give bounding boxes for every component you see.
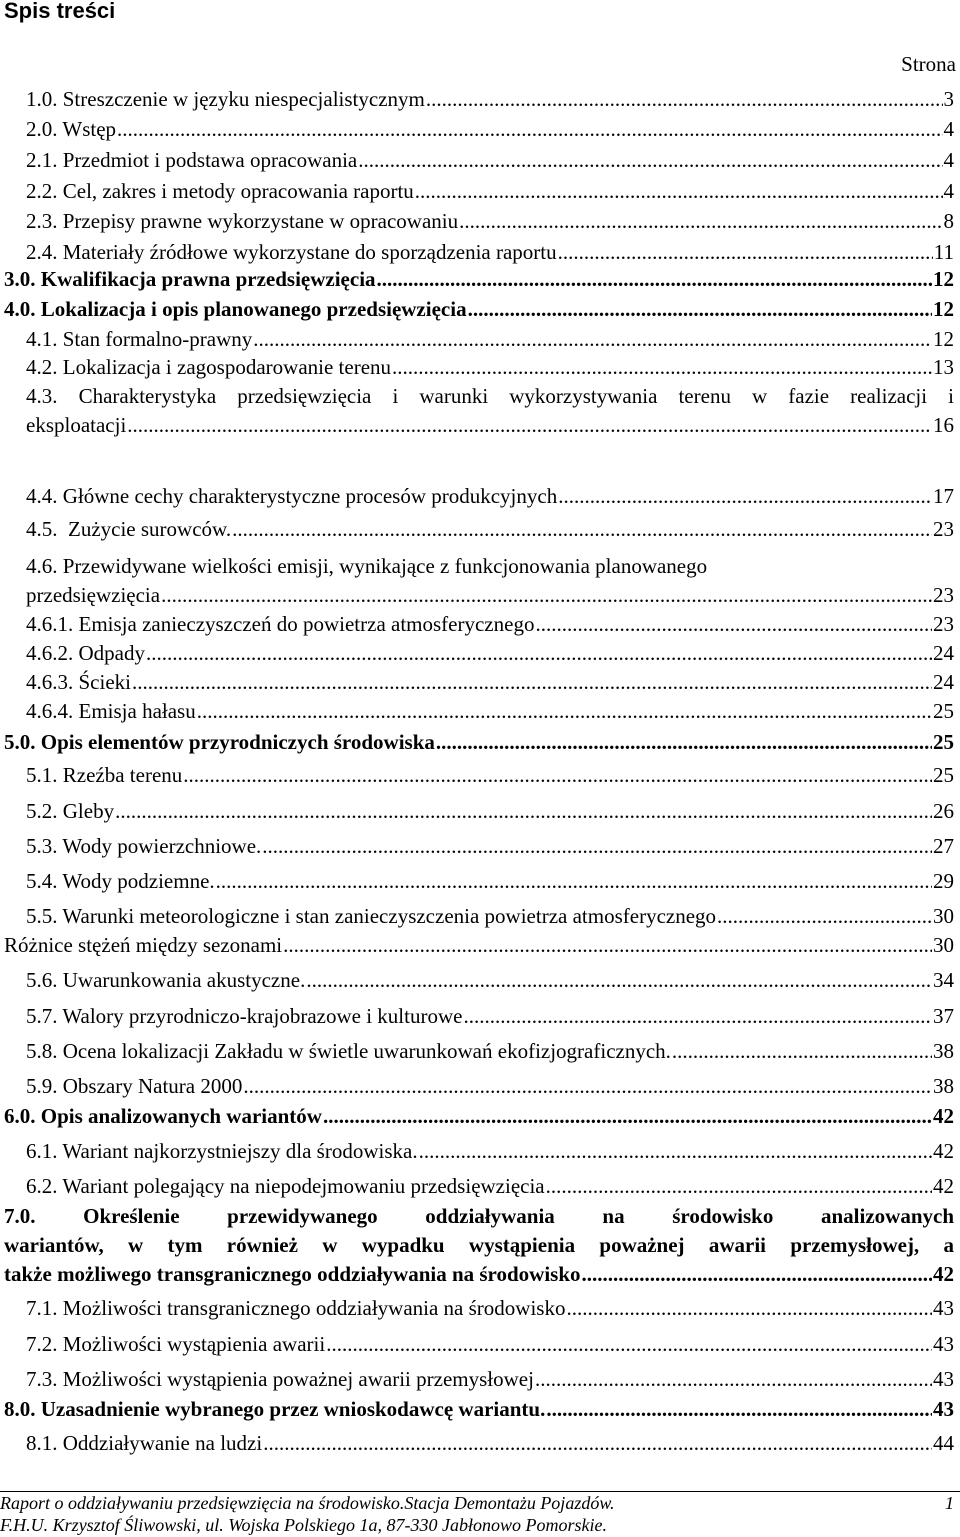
toc-entry-page: 4: [943, 179, 954, 203]
toc-entry-label: 5.5. Warunki meteorologiczne i stan zanieczyszczenia powietrza atmosferycznego: [26, 904, 717, 928]
toc-entry-page: 38: [933, 1074, 954, 1098]
toc-entry-page: 44: [933, 1431, 954, 1455]
toc-entry-label: 6.0. Opis analizowanych wariantów: [4, 1104, 322, 1128]
toc-entry-label: 5.2. Gleby: [26, 799, 115, 823]
toc-entry-page: 43: [933, 1367, 954, 1391]
toc-entry-label: 4.6.1. Emisja zanieczyszczeń do powietrza atmosferycznego: [26, 612, 535, 636]
toc-entry-page: 12: [933, 327, 954, 351]
toc-entry-page: 34: [933, 968, 954, 992]
toc-entry-label: 5.0. Opis elementów przyrodniczych środowiska: [4, 730, 435, 754]
toc-entry-label: 4.1. Stan formalno-prawny: [26, 327, 253, 351]
toc-entry-page: 24: [933, 670, 954, 694]
toc-entry-page: 43: [933, 1332, 954, 1356]
toc-entry-page: 29: [933, 869, 954, 893]
toc-entry-page: 43: [933, 1296, 954, 1320]
toc-entry-label: 5.8. Ocena lokalizacji Zakładu w świetle uwarunkowań ekofizjograficznych.: [26, 1039, 671, 1063]
toc-entry-label: 6.2. Wariant polegający na niepodejmowaniu przedsięwzięcia: [26, 1174, 545, 1198]
toc-entry-label: 4.6.3. Ścieki: [26, 670, 131, 694]
toc-entry-page: 4: [943, 148, 954, 172]
toc-entry-label: 4.4. Główne cechy charakterystyczne procesów produkcyjnych: [26, 484, 558, 508]
toc-heading: Spis treści: [4, 0, 116, 23]
toc-entry-page: 27: [933, 834, 954, 858]
toc-entry-label: 4.2. Lokalizacja i zagospodarowanie terenu: [26, 355, 392, 379]
toc-entry-label: 7.2. Możliwości wystąpienia awarii: [26, 1332, 326, 1356]
toc-entry-page: 38: [933, 1039, 954, 1063]
toc-entry-page: 25: [933, 763, 954, 787]
toc-entry-page: 26: [933, 799, 954, 823]
toc-entry-label: 5.3. Wody powierzchniowe.: [26, 834, 262, 858]
footer-line-1: Raport o oddziaływaniu przedsięwzięcia na środowisko.Stacja Demontażu Pojazdów.: [0, 1493, 615, 1513]
toc-entry-label: 6.1. Wariant najkorzystniejszy dla środowiska.: [26, 1139, 418, 1163]
toc-entry-page: 16: [933, 413, 954, 437]
toc-entry-label-line1: 4.3. Charakterystyka przedsięwzięcia i warunki wykorzystywania terenu w fazie realizacji i: [26, 384, 954, 408]
toc-entry-label: 4.6.4. Emisja hałasu: [26, 699, 196, 723]
toc-entry-page: 30: [933, 904, 954, 928]
toc-entry-page: 25: [933, 699, 954, 723]
toc-entry-label: 2.0. Wstęp: [26, 117, 117, 141]
footer-line-2: F.H.U. Krzysztof Śliwowski, ul. Wojska Polskiego 1a, 87-330 Jabłonowo Pomorskie.: [0, 1515, 607, 1535]
toc-entry-page: 43: [933, 1397, 954, 1421]
toc-entry-page: 23: [933, 517, 954, 541]
toc-entry-label: przedsięwzięcia: [26, 583, 161, 607]
toc-entry-label: 5.7. Walory przyrodniczo-krajobrazowe i kulturowe: [26, 1004, 463, 1028]
page-column-label: Strona: [901, 52, 956, 76]
toc-entry-label: 5.1. Rzeźba terenu: [26, 763, 183, 787]
toc-entry-page: 23: [933, 612, 954, 636]
toc-entry-page: 42: [933, 1139, 954, 1163]
toc-entry-page: 4: [943, 117, 954, 141]
toc-entry-page: 23: [933, 583, 954, 607]
toc-entry-label: także możliwego transgranicznego oddziaływania na środowisko: [4, 1262, 581, 1286]
toc-entry-label-line1: 4.6. Przewidywane wielkości emisji, wynikające z funkcjonowania planowanego: [26, 554, 708, 578]
toc-entry-label: 8.0. Uzasadnienie wybranego przez wnioskodawcę wariantu.: [4, 1397, 546, 1421]
toc-entry-label: 8.1. Oddziaływanie na ludzi: [26, 1431, 263, 1455]
toc-entry-page: 25: [933, 730, 954, 754]
toc-entry-label: 4.0. Lokalizacja i opis planowanego przedsięwzięcia: [4, 297, 467, 321]
toc-entry-page: 42: [933, 1262, 954, 1286]
toc-entry-label: 5.9. Obszary Natura 2000: [26, 1074, 243, 1098]
toc-entry-page: 42: [933, 1104, 954, 1128]
toc-entry-page: 12: [933, 267, 954, 291]
toc-entry-label: 4.6.2. Odpady: [26, 641, 145, 665]
footer-page-number: 1: [945, 1493, 954, 1513]
toc-entry-page: 12: [933, 297, 954, 321]
toc-entry-label: 7.3. Możliwości wystąpienia poważnej awarii przemysłowej: [26, 1367, 534, 1391]
toc-entry-label-line1: 7.0. Określenie przewidywanego oddziaływania na środowisko analizowanych: [4, 1204, 954, 1228]
toc-entry-label-line2: wariantów, w tym również w wypadku wystąpienia poważnej awarii przemysłowej, a: [4, 1233, 954, 1257]
toc-entry-page: 37: [933, 1004, 954, 1028]
toc-entry-label: 2.2. Cel, zakres i metody opracowania raportu: [26, 179, 414, 203]
footer-divider: [0, 1491, 960, 1492]
toc-entry-label: 5.6. Uwarunkowania akustyczne.: [26, 968, 306, 992]
toc-entry-page: 30: [933, 933, 954, 957]
toc-entry-label: 4.5. Zużycie surowców.: [26, 517, 232, 541]
toc-entry-page: 24: [933, 641, 954, 665]
toc-entry-label: 1.0. Streszczenie w języku niespecjalistycznym: [26, 87, 425, 111]
toc-entry-label: eksploatacji: [26, 413, 127, 437]
toc-entry-label: 2.3. Przepisy prawne wykorzystane w opracowaniu: [26, 209, 459, 233]
toc-entry-label: 5.4. Wody podziemne.: [26, 869, 215, 893]
toc-entry-page: 17: [933, 484, 954, 508]
toc-entry-label: 2.4. Materiały źródłowe wykorzystane do sporządzenia raportu: [26, 240, 557, 264]
toc-entry-page: 13: [933, 355, 954, 379]
toc-entry-page: 11: [933, 240, 954, 264]
toc-entry-label: 3.0. Kwalifikacja prawna przedsięwzięcia: [4, 267, 376, 291]
toc-entry-page: 8: [943, 209, 954, 233]
toc-entry-label: 2.1. Przedmiot i podstawa opracowania: [26, 148, 358, 172]
toc-entry-page: 42: [933, 1174, 954, 1198]
toc-entry-label: 7.1. Możliwości transgranicznego oddziaływania na środowisko: [26, 1296, 566, 1320]
toc-entry-page: 3: [943, 87, 954, 111]
toc-entry-label: Różnice stężeń między sezonami: [4, 933, 283, 957]
